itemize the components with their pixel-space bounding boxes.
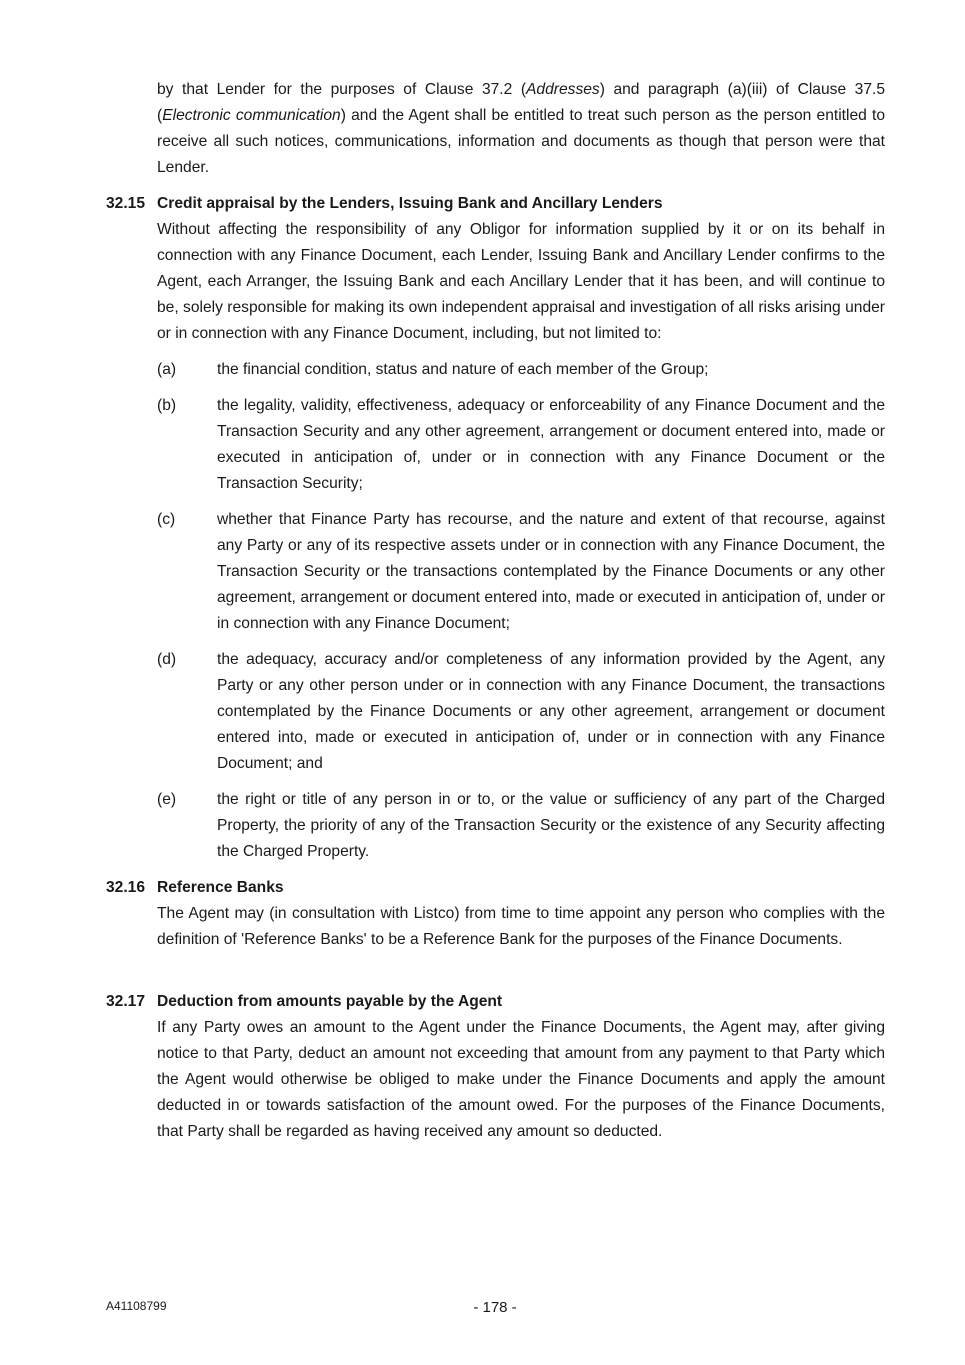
document-reference: A41108799: [106, 1299, 167, 1313]
list-item-label: (a): [157, 361, 177, 378]
section-title: Deduction from amounts payable by the Agent: [157, 993, 503, 1010]
list-item-label: (d): [157, 651, 177, 668]
intro-text-1: by that Lender for the purposes of Clause 37.2 (: [157, 81, 527, 98]
list-item-text: the adequacy, accuracy and/or completeness of any information provided by the Agent, any Party or any other person under or in connection with any Finance Document, the transactions contemplated by the Finance Documents or any other agreement, arrangement or document entered into, made or executed in anticipation of, under or in connection with any Finance Document; and: [217, 651, 885, 772]
section-title: Credit appraisal by the Lenders, Issuing Bank and Ancillary Lenders: [157, 195, 663, 212]
section-body: If any Party owes an amount to the Agent under the Finance Documents, the Agent may, after giving notice to that Party, deduct an amount not exceeding that amount from any payment to that Party which the Agent would otherwise be obliged to make under the Finance Documents and apply the amount deducted in or towards satisfaction of the amount owed. For the purposes of the Finance Documents, that Party shall be regarded as having received any amount so deducted.: [157, 1019, 885, 1140]
section-body: The Agent may (in consultation with Listco) from time to time appoint any person who complies with the definition of 'Reference Banks' to be a Reference Bank for the purposes of the Finance Documents.: [157, 905, 885, 948]
list-item-label: (b): [157, 397, 177, 414]
section-body: Without affecting the responsibility of any Obligor for information supplied by it or on its behalf in connection with any Finance Document, each Lender, Issuing Bank and Ancillary Lender confirms to the Agent, each Arranger, the Issuing Bank and each Ancillary Lender that it has been, and will continue to be, solely responsible for making its own independent appraisal and investigation of all risks arising under or in connection with any Finance Document, including, but not limited to:: [157, 221, 885, 342]
list-item-text: the legality, validity, effectiveness, adequacy or enforceability of any Finance Document and the Transaction Security and any other agreement, arrangement or document entered into, made or executed in anticipation of, under or in connection with any Finance Document or the Transaction Security;: [217, 397, 885, 492]
section-number: 32.15: [106, 195, 146, 212]
intro-italic-electronic: Electronic communication: [162, 107, 341, 124]
intro-text-3: ) and the Agent shall be entitled to treat such person as the person entitled to receive all such notices, communications, information and documents as though that person were that Lender.: [157, 107, 886, 176]
section-title: Reference Banks: [157, 879, 284, 896]
list-item-text: whether that Finance Party has recourse, and the nature and extent of that recourse, against any Party or any of its respective assets under or in connection with any Finance Document, the Transaction Security or the transactions contemplated by the Finance Documents or any other agreement, arrangement or document entered into, made or executed in anticipation of, under or in connection with any Finance Document;: [217, 511, 885, 632]
list-item-text: the financial condition, status and nature of each member of the Group;: [217, 361, 709, 378]
section-number: 32.17: [106, 993, 146, 1010]
intro-paragraph: [157, 77, 885, 181]
page-number: - 178 -: [473, 1299, 517, 1316]
intro-text-2: ) and paragraph (a)(iii) of Clause 37.5 (: [157, 81, 886, 124]
section-number: 32.16: [106, 879, 146, 896]
list-item-label: (e): [157, 791, 177, 808]
intro-italic-addresses: Addresses: [526, 81, 600, 98]
list-item-label: (c): [157, 511, 176, 528]
list-item-text: the right or title of any person in or to, or the value or sufficiency of any part of the Charged Property, the priority of any of the Transaction Security or the existence of any Security affecting the Charged Property.: [217, 791, 885, 860]
